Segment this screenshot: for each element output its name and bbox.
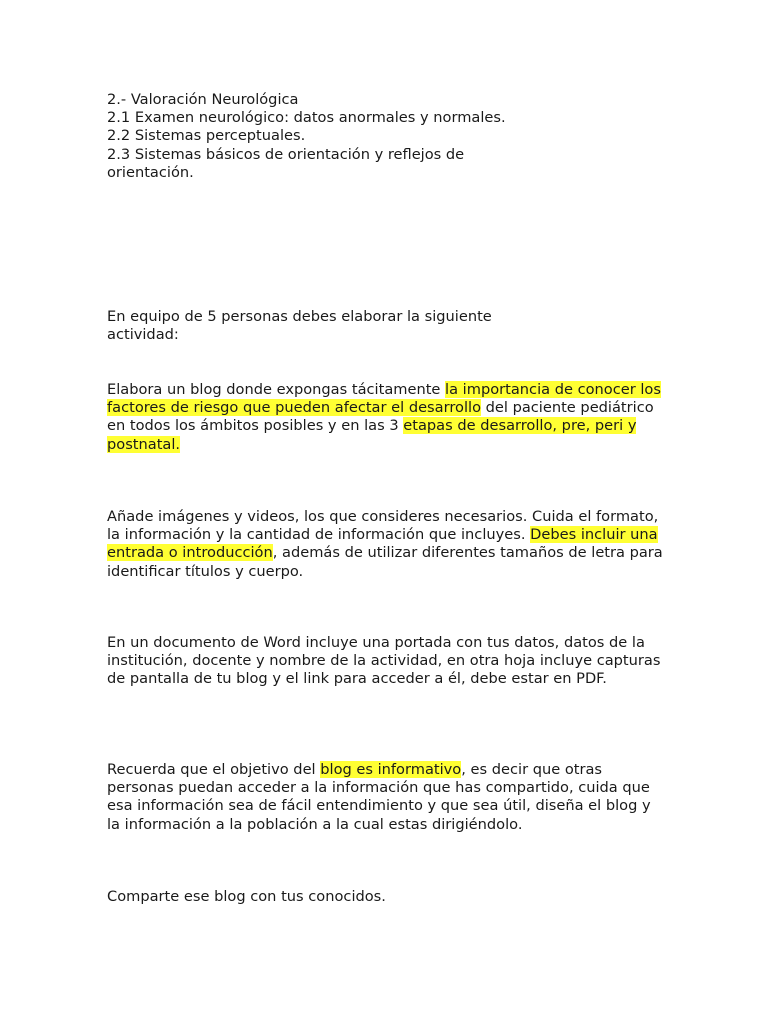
highlight-introduction: Debes incluir una entrada o introducción	[107, 526, 658, 562]
highlight-informative-blog: blog es informativo	[320, 761, 462, 778]
team-instruction	[107, 308, 527, 344]
blog-task-text-1: Elabora un blog donde expongas tácitamente	[107, 381, 446, 398]
team-instruction-line2: actividad:	[107, 326, 179, 344]
format-paragraph	[107, 508, 667, 581]
topic-heading: 2.- Valoración Neurológica	[107, 91, 299, 108]
topic-item-2-3-line2: orientación.	[107, 163, 194, 181]
objective-text-1: Recuerda que el objetivo del	[107, 761, 321, 778]
topic-item-2-2: 2.2 Sistemas perceptuales.	[107, 127, 306, 145]
blog-task-paragraph	[107, 381, 667, 454]
objective-text-2: , es decir que otras personas puedan acceder a la información que has compartido, cuida que esa información sea de fácil entendimiento y que sea útil, diseña el blog y la información a la población a la cual estas dirigiéndolo.	[107, 761, 651, 833]
share-paragraph	[107, 888, 667, 906]
highlight-development-stages: etapas de desarrollo, pre, peri y postnatal.	[107, 417, 637, 453]
objective-paragraph	[107, 761, 667, 834]
share-text: Comparte ese blog con tus conocidos.	[107, 888, 386, 905]
highlight-risk-factors: la importancia de conocer los factores de riesgo que pueden afectar el desarrollo	[107, 381, 661, 417]
team-instruction-line1: En equipo de 5 personas debes elaborar la siguiente	[107, 308, 492, 325]
topic-item-2-3	[107, 146, 527, 182]
topic-item-2-3-line1: 2.3 Sistemas básicos de orientación y reflejos de	[107, 145, 465, 163]
topic-item-2-1: 2.1 Examen neurológico: datos anormales y normales.	[107, 109, 506, 127]
word-document-text: En un documento de Word incluye una portada con tus datos, datos de la institución, docente y nombre de la actividad, en otra hoja incluye capturas de pantalla de tu blog y el link para acceder a él, debe estar en PDF.	[107, 634, 661, 688]
blog-task-text-2: del paciente pediátrico en todos los ámbitos posibles y en las 3	[107, 399, 654, 435]
topic-list	[107, 91, 527, 182]
word-document-paragraph	[107, 634, 667, 689]
format-text-2: , además de utilizar diferentes tamaños de letra para identificar títulos y cuerpo.	[107, 544, 663, 580]
format-text-1: Añade imágenes y videos, los que consideres necesarios. Cuida el formato, la información y la cantidad de información que incluyes.	[107, 508, 659, 544]
